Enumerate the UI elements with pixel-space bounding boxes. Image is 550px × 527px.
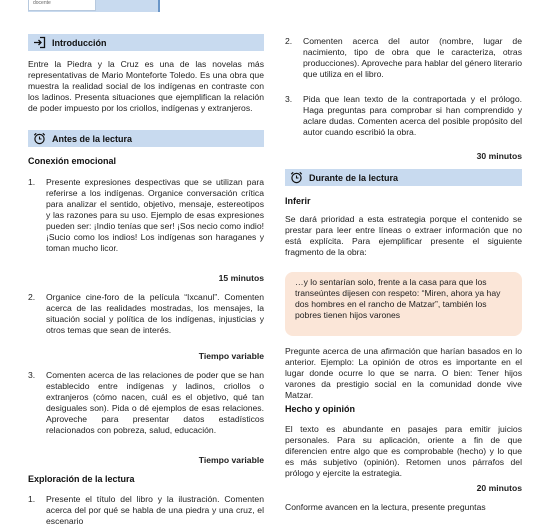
item-number: 3. xyxy=(28,370,36,380)
list-item xyxy=(28,494,264,526)
item-number: 1. xyxy=(28,494,36,504)
alarm-clock-icon xyxy=(289,171,303,185)
durante-header xyxy=(285,169,522,186)
item-number: 3. xyxy=(285,94,293,104)
intro-header xyxy=(28,34,264,51)
antes-header xyxy=(28,130,264,147)
inferir-followup-text: Pregunte acerca de una afirmación que harían basados en lo anterior. Ejemplo: La opinión de otros es importante en el lugar donde ocurre lo que se narra. O bien: Tener hijos varones da prestigio social en la comunidad donde vive Matzar. xyxy=(285,346,522,400)
item-time: Tiempo variable xyxy=(198,351,264,361)
intro-text: Entre la Piedra y la Cruz es una de las novelas más representativas de Mario Monteforte Toledo. Es una obra que muestra la realidad social de los indígenas en contraste con los ladinos. Presenta situaciones que ejemplifican la relación de poder impuesto por los criollos, indígenas y extranjeros. xyxy=(28,59,264,113)
header-tab xyxy=(28,0,160,12)
continuation-text: Conforme avancen en la lectura, presente preguntas xyxy=(285,502,486,512)
enter-arrow-icon xyxy=(32,36,46,50)
item-time: 20 minutos xyxy=(476,483,522,493)
antes-title: Antes de la lectura xyxy=(52,133,133,144)
item-text: Organice cine-foro de la película “Ixcanul”. Comenten acerca de las realidades mostradas, los mensajes, la situación social y política de los indígenas, injusticias y otros temas que sean de interés. xyxy=(46,292,264,335)
item-number: 2. xyxy=(285,36,293,46)
item-text: Pida que lean texto de la contraportada y el prólogo. Haga preguntas para comprobar si han comprendido y aclare dudas. Comenten acerca del posible propósito del autor cuando escribió la obra. xyxy=(303,94,522,137)
hecho-opinion-heading: Hecho y opinión xyxy=(285,404,356,414)
alarm-clock-icon xyxy=(32,132,46,146)
quote-box xyxy=(285,272,522,336)
inferir-heading: Inferir xyxy=(285,196,311,206)
item-number: 1. xyxy=(28,177,36,187)
intro-title: Introducción xyxy=(52,37,107,48)
quote-text: …y lo sentarían solo, frente a la casa para que los transeúntes dijesen con respeto: “Miren, ahora ya hay dos hombres en el rancho de Matzar”, también los pobres tienen hijos varones xyxy=(295,277,501,320)
durante-title: Durante de la lectura xyxy=(309,172,399,183)
item-number: 2. xyxy=(28,292,36,302)
header-tab-label: docente xyxy=(28,0,96,11)
list-item xyxy=(285,36,522,82)
hecho-opinion-text: El texto es abundante en pasajes para emitir juicios personales. Para su aplicación, oriente a fin de que diferencien entre algo que es comprobable (hecho) y lo que es más subjetivo (opinión). Retomen unos párrafos del prólogo y ejercite la estrategia. xyxy=(285,424,522,478)
inferir-text: Se dará prioridad a esta estrategia porque el contenido se prestar para leer entre líneas o extraer información que no está explícita. Para ejemplificar presente el siguiente fragmento de la obra: xyxy=(285,214,522,257)
item-time: Tiempo variable xyxy=(198,455,264,465)
item-text: Presente el título del libro y la ilustración. Comenten acerca del por qué se habla de una piedra y una cruz, el escenario xyxy=(46,494,264,526)
conexion-emocional-heading: Conexión emocional xyxy=(28,156,117,166)
item-text: Presente expresiones despectivas que se utilizan para referirse a los indígenas. Organice conversación crítica para analizar el sentido, objetivo, mensaje, estereotipos y las razones para su uso. Ejemplo de esas expresiones pueden ser: ¡Indio tenías que ser! ¡Sos necio como indio! ¡Sucio como los indios! Los indígenas son haraganes y toman mucho licor. xyxy=(46,177,264,253)
list-item xyxy=(28,177,264,267)
list-item xyxy=(285,94,522,140)
list-item xyxy=(28,292,264,342)
item-time: 15 minutos xyxy=(218,273,264,283)
item-time: 30 minutos xyxy=(476,151,522,161)
exploracion-heading: Exploración de la lectura xyxy=(28,474,135,484)
list-item xyxy=(28,370,264,450)
item-text: Comenten acerca de las relaciones de poder que se han establecido entre indígenas y ladinos, criollos o extranjeros (cómo nacen, cuál es el objetivo, qué tan desiguales son). Pida o dé ejemplos de esas relaciones. Aproveche para presentar datos estadísticos relacionados con pobreza, salud, educación. xyxy=(46,370,264,435)
item-text: Comenten acerca del autor (nombre, lugar de nacimiento, tipo de obra que le caracteriza, otras producciones). Aproveche para hablar del género literario que utiliza en el libro. xyxy=(303,36,522,79)
